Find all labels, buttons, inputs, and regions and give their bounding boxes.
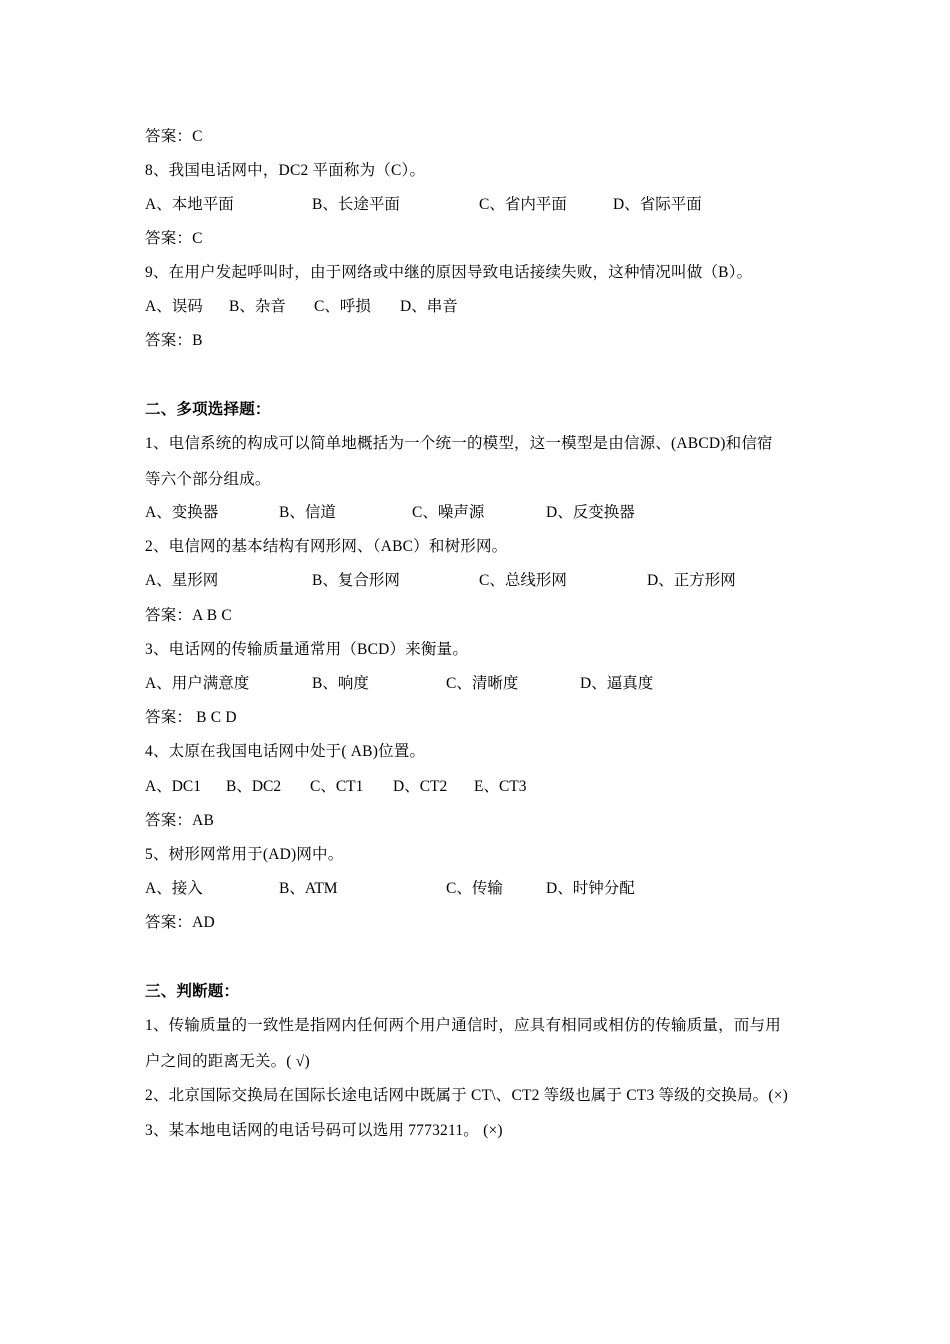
option-c: C、噪声源 [412,504,485,521]
answer-m5: 答案：AD [145,914,215,931]
judge-question-3: 3、某本地电话网的电话号码可以选用 7773211。 (×) [145,1122,503,1139]
option-c: C、省内平面 [479,196,567,213]
answer-q7: 答案：C [145,128,203,145]
multi-question-2: 2、电信网的基本结构有网形网、（ABC）和树形网。 [145,538,508,555]
option-b: B、复合形网 [312,572,400,589]
answer-m3: 答案： B C D [145,709,237,726]
option-d: D、时钟分配 [546,880,635,897]
section-heading-true-false: 三、判断题： [145,983,240,1000]
judge-question-1-line-1: 1、传输质量的一致性是指网内任何两个用户通信时，应具有相同或相仿的传输质量，而与用 [145,1017,781,1034]
option-c: C、传输 [446,880,503,897]
answer-m4: 答案：AB [145,812,215,829]
option-d: D、串音 [400,298,458,315]
multi-question-1-line-2: 等六个部分组成。 [145,471,271,488]
option-d: D、省际平面 [613,196,702,213]
option-b: B、长途平面 [312,196,400,213]
option-d: D、正方形网 [647,572,736,589]
option-d: D、反变换器 [546,504,635,521]
option-c: C、清晰度 [446,675,519,692]
option-a: A、变换器 [145,504,219,521]
option-c: C、总线形网 [479,572,567,589]
question-9: 9、在用户发起呼叫时，由于网络或中继的原因导致电话接续失败，这种情况叫做（B）。 [145,264,753,281]
option-a: A、用户满意度 [145,675,250,692]
judge-question-2: 2、北京国际交换局在国际长途电话网中既属于 CT\、CT2 等级也属于 CT3 等级的交换局。(×) [145,1087,789,1104]
option-c: C、CT1 [310,778,364,795]
option-b: B、信道 [279,504,336,521]
option-a: A、星形网 [145,572,219,589]
option-a: A、接入 [145,880,203,897]
option-a: A、DC1 [145,778,201,795]
option-b: B、响度 [312,675,369,692]
option-b: B、DC2 [226,778,282,795]
answer-q8: 答案：C [145,230,203,247]
option-b: B、ATM [279,880,338,897]
section-heading-multiple-choice: 二、多项选择题： [145,401,271,418]
question-8: 8、我国电话网中，DC2 平面称为（C）。 [145,162,426,179]
option-c: C、呼损 [314,298,371,315]
option-a: A、本地平面 [145,196,234,213]
option-d: D、逼真度 [580,675,654,692]
option-b: B、杂音 [229,298,286,315]
option-a: A、误码 [145,298,203,315]
option-e: E、CT3 [474,778,527,795]
judge-question-1-line-2: 户之间的距离无关。( √) [145,1053,310,1070]
multi-question-5: 5、树形网常用于(AD)网中。 [145,846,344,863]
multi-question-3: 3、电话网的传输质量通常用（BCD）来衡量。 [145,641,469,658]
multi-question-1-line-1: 1、电信系统的构成可以简单地概括为一个统一的模型，这一模型是由信源、(ABCD)和信宿 [145,435,773,452]
multi-question-4: 4、太原在我国电话网中处于( AB)位置。 [145,743,426,760]
option-d: D、CT2 [393,778,448,795]
answer-q9: 答案：B [145,332,203,349]
answer-m2: 答案：A B C [145,607,232,624]
